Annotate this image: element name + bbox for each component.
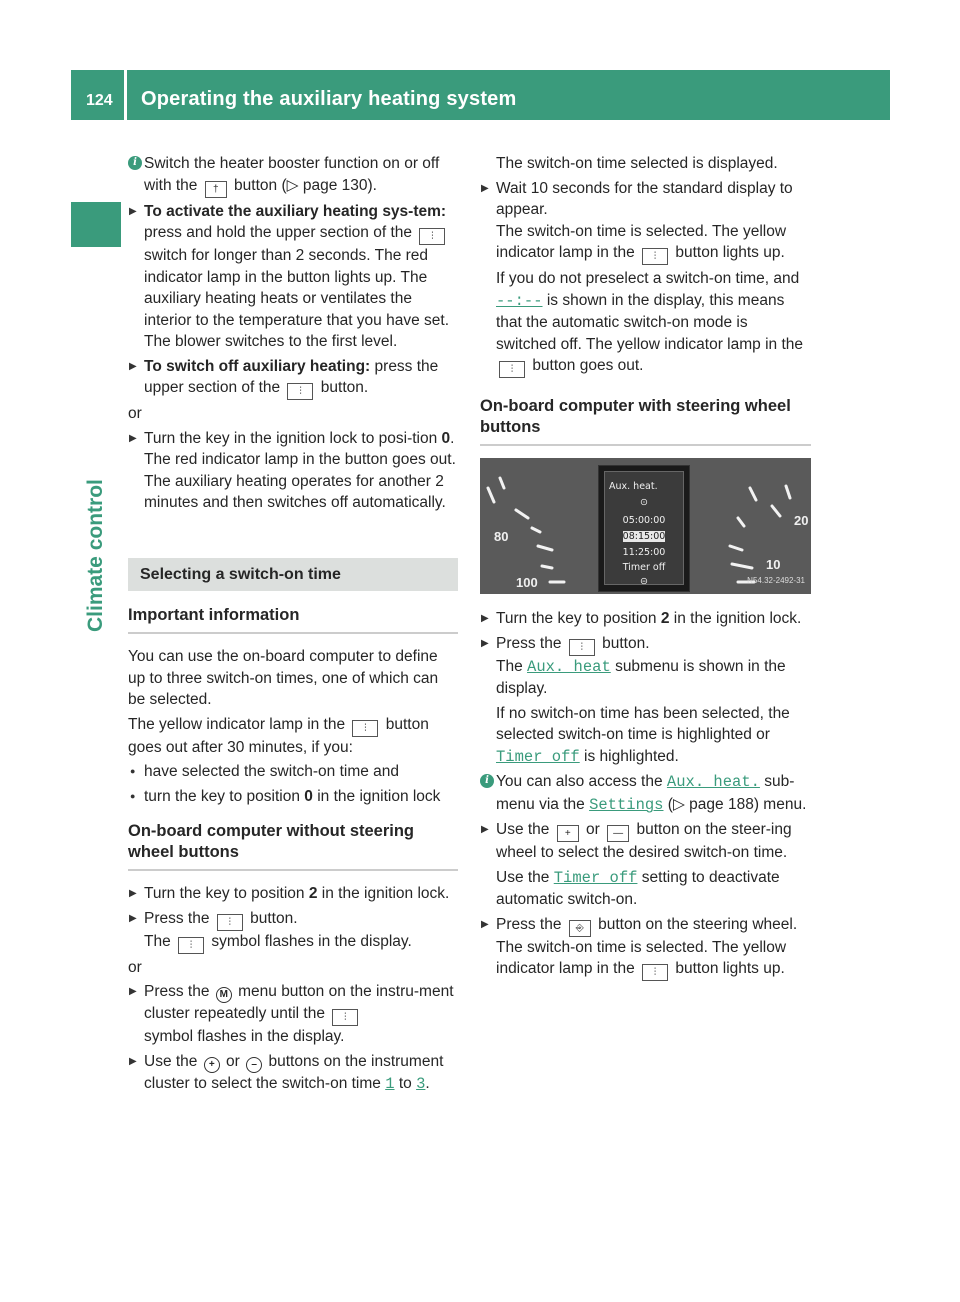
screen-time: 05:00:00 xyxy=(622,515,666,526)
aux-heating-icon: ⫶ xyxy=(642,248,668,265)
instruction-step: ▶ To switch off auxiliary heating: press the upper section of the ⫶ button. xyxy=(128,356,458,401)
display-screen xyxy=(598,465,690,592)
right-column xyxy=(480,153,811,984)
info-note: i You can also access the Aux. heat. sub-menu via the Settings (▷ page 188) menu. xyxy=(480,771,811,816)
display-text: Aux. heat xyxy=(527,657,611,676)
screen-timer-off: Timer off xyxy=(622,562,666,573)
subheading: On-board computer without steering wheel buttons xyxy=(128,821,458,871)
aux-heating-icon: ⫶ xyxy=(569,639,595,656)
plus-button-icon: + xyxy=(557,825,579,842)
aux-heating-icon: ⫶ xyxy=(178,937,204,954)
heater-booster-icon: † xyxy=(205,181,227,198)
paragraph: You can use the on-board computer to define up to three switch-on times, one of which can be selected. xyxy=(128,648,439,708)
aux-heating-icon: ⫶ xyxy=(642,964,668,981)
menu-button-icon: M xyxy=(216,987,232,1003)
minus-button-icon: — xyxy=(607,825,629,842)
ok-button-icon: ⎆ xyxy=(569,920,591,937)
instruction-step: ▶ Turn the key in the ignition lock to posi-tion 0. The red indicator lamp in the button goes out. The auxiliary heating operates for another 2 minutes and then switches off automatically. xyxy=(128,428,458,514)
screen-title: Aux. heat. xyxy=(609,481,658,492)
info-note: i Switch the heater booster function on or off with the † button (▷ page 130). xyxy=(128,153,458,198)
header-divider xyxy=(124,70,127,120)
dial-label: 100 xyxy=(516,575,538,590)
subheading: Important information xyxy=(128,605,458,634)
display-text: 1 xyxy=(385,1074,395,1093)
paragraph: The switch-on time selected is displayed. xyxy=(496,155,778,172)
display-text: 3 xyxy=(416,1074,426,1093)
instruction-step: ▶ To activate the auxiliary heating sys-tem: press and hold the upper section of the ⫶ switch for longer than 2 seconds. The red indicator lamp in the button lights up. The auxiliary heating heats or ventilates the interior to the temperature that you have set. The blower switches to the first level. xyxy=(128,201,458,353)
paragraph: If no switch-on time has been selected, the selected switch-on time is highlighted or Timer off is highlighted. xyxy=(496,704,790,766)
aux-heating-icon: ⫶ xyxy=(217,914,243,931)
down-arrow-icon: ⊝ xyxy=(640,576,648,587)
aux-heating-icon: ⫶ xyxy=(499,361,525,378)
instruction-step: ▶ Press the M menu button on the instru-ment cluster repeatedly until the ⫶ symbol flashes in the display. xyxy=(128,981,458,1048)
display-text: --:-- xyxy=(496,291,543,310)
display-text: Aux. heat. xyxy=(666,773,760,791)
dial-label: 10 xyxy=(766,557,781,572)
aux-heating-icon: ⫶ xyxy=(332,1009,358,1026)
instruction-step: ▶ Use the + or — button on the steer-ing wheel to select the desired switch-on time. xyxy=(480,819,811,864)
page-number: 124 xyxy=(86,92,113,109)
or-text: or xyxy=(128,405,142,422)
or-text: or xyxy=(128,958,142,976)
minus-button-icon: – xyxy=(246,1057,262,1073)
instruction-step: ▶ Use the + or – buttons on the instrument cluster to select the switch-on time 1 to 3. xyxy=(128,1051,458,1096)
aux-heating-icon: ⫶ xyxy=(419,228,445,245)
instruction-step: ▶ Press the ⎆ button on the steering wheel. The switch-on time is selected. The yellow indicator lamp in the ⫶ button lights up. xyxy=(480,914,811,982)
instruction-step: ▶ Press the ⫶ button. The Aux. heat submenu is shown in the display. xyxy=(480,633,811,700)
left-column xyxy=(128,153,458,1098)
instruction-step: ▶ Turn the key to position 2 in the ignition lock. xyxy=(128,883,458,905)
screen-time-selected: 08:15:00 xyxy=(622,531,666,542)
up-arrow-icon: ⊙ xyxy=(640,497,648,508)
page-title: Operating the auxiliary heating system xyxy=(141,88,517,110)
aux-heating-icon: ⫶ xyxy=(287,383,313,400)
plus-button-icon: + xyxy=(204,1057,220,1073)
info-icon: i xyxy=(480,774,494,788)
instruction-step: ▶ Press the ⫶ button. The ⫶ symbol flashes in the display. xyxy=(128,908,458,954)
photo-reference-code: N54.32-2492-31 xyxy=(747,575,805,585)
instruction-step: ▶ Wait 10 seconds for the standard display to appear. The switch-on time is selected. The yellow indicator lamp in the ⫶ button lights up. xyxy=(480,178,811,266)
aux-heating-icon: ⫶ xyxy=(352,720,378,737)
side-tab xyxy=(71,202,121,247)
instruction-step: ▶ Turn the key to position 2 in the ignition lock. xyxy=(480,608,811,630)
subheading: On-board computer with steering wheel buttons xyxy=(480,396,811,446)
chapter-label: Climate control xyxy=(84,479,107,632)
display-text: Timer off xyxy=(496,747,580,766)
paragraph: If you do not preselect a switch-on time, and --:-- is shown in the display, this means that the automatic switch-on mode is switched off. The yellow indicator lamp in the ⫶ button goes out. xyxy=(480,268,811,378)
info-icon: i xyxy=(128,156,142,170)
display-screen-inner xyxy=(604,471,684,585)
screen-time: 11:25:00 xyxy=(622,547,666,558)
dial-label: 20 xyxy=(794,513,809,528)
instrument-cluster-photo xyxy=(480,458,811,594)
bullet-item: ● turn the key to position 0 in the ignition lock xyxy=(128,786,458,808)
paragraph: Use the Timer off setting to deactivate automatic switch-on. xyxy=(496,868,780,908)
display-text: Settings xyxy=(589,795,664,814)
paragraph: The yellow indicator lamp in the ⫶ button goes out after 30 minutes, if you: xyxy=(128,715,429,756)
dial-label: 80 xyxy=(494,529,509,544)
display-text: Timer off xyxy=(553,868,638,887)
section-title: Selecting a switch-on time xyxy=(128,558,458,592)
bullet-item: ● have selected the switch-on time and xyxy=(128,761,458,783)
